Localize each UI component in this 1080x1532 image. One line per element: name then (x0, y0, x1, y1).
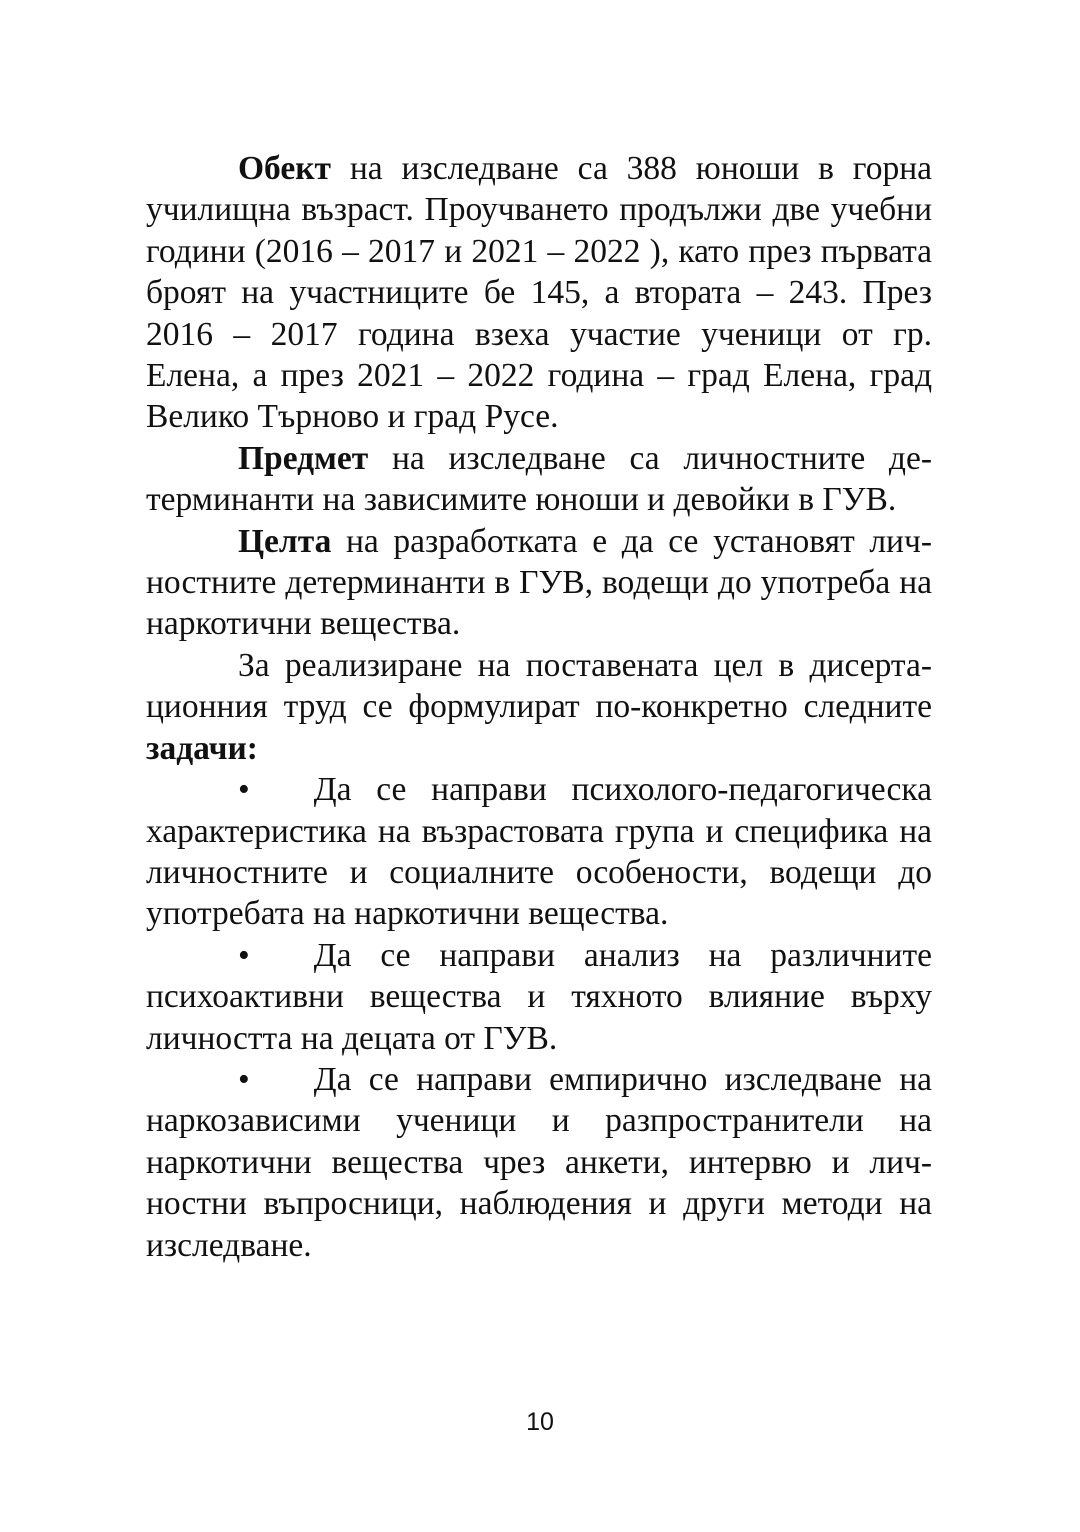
list-item (146, 1059, 932, 1266)
paragraph-object-text: на изследване са 388 юноши в горна училищна възраст. Проучването продължи две учебни години (2016 – 2017 и 2021 – 2022 ), като през първата броят на участниците бе 145, а втората – 243. През 2016 – 2017 година взеха участие ученици от гр. Елена, а през 2021 – 2022 година – град Елена, град Велико Търново и град Русе. (146, 150, 932, 436)
term-tasks: задачи: (146, 729, 258, 767)
bullet-icon: • (238, 936, 250, 974)
paragraph-goal (146, 521, 932, 645)
page-number: 10 (526, 1408, 554, 1436)
list-item-text: Да се направи емпирично изследване на наркозависими ученици и разпространители на наркотични вещества чрез анкети, интервю и личностни въпросници, наблюдения и други методи на изследване. (146, 1060, 932, 1264)
bullet-icon: • (238, 771, 250, 809)
paragraph-subject (146, 438, 932, 521)
paragraph-goal-text: на разработката е да се установят личностните детерминанти в ГУВ, водещи до употреба на наркотични вещества. (146, 522, 932, 643)
paragraph-tasks-intro (146, 645, 932, 769)
bullet-icon: • (238, 1060, 250, 1098)
list-item (146, 935, 932, 1059)
list-item-text: Да се направи анализ на различните психоактивни вещества и тяхното влияние върху личността на децата от ГУВ. (146, 936, 932, 1057)
paragraph-subject-text: на изследване са личностните детерминанти на зависимите юноши и девойки в ГУВ. (146, 439, 932, 519)
paragraph-object (146, 148, 932, 438)
term-object: Обект (238, 150, 331, 187)
paragraph-tasks-intro-text: За реализиране на поставената цел в дисертационния труд се формулират по-конкретно следните (146, 646, 932, 726)
list-item (146, 769, 932, 935)
term-subject: Предмет (238, 439, 369, 477)
term-goal: Целта (238, 522, 332, 560)
list-item-text: Да се направи психолого-педагогическа характеристика на възрастовата група и специфика на личностните и социалните особености, водещи до употребата на наркотични вещества. (146, 771, 932, 933)
page-body (146, 148, 932, 1266)
